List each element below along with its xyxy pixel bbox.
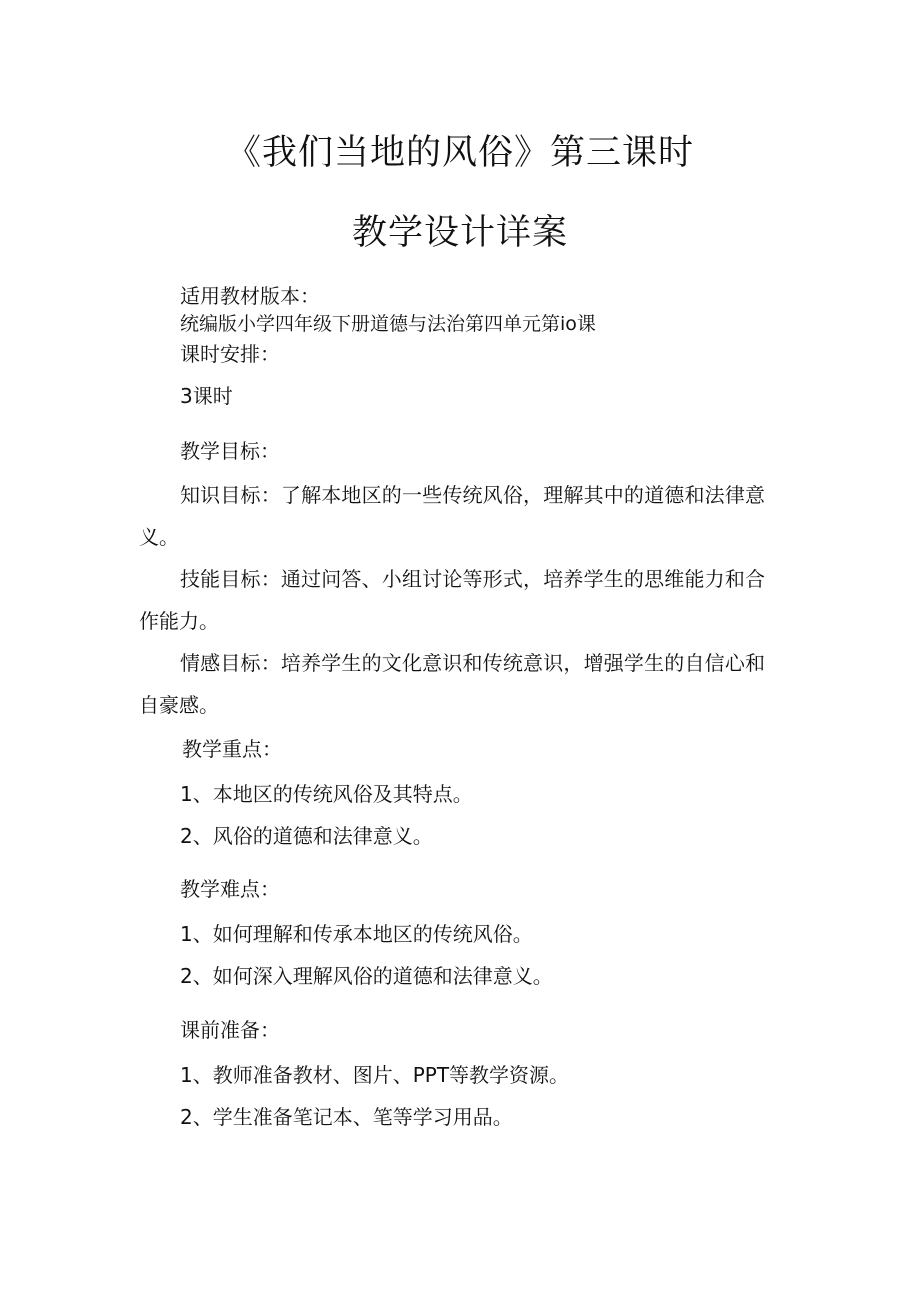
objectives-heading: 教学目标： bbox=[180, 439, 280, 463]
emotion-objective-line1: 情感目标：培养学生的文化意识和传统意识，增强学生的自信心和 bbox=[180, 651, 765, 675]
knowledge-objective-line2: 义。 bbox=[139, 525, 179, 549]
difficulty-item: 1、如何理解和传承本地区的传统风俗。 bbox=[180, 922, 533, 946]
preparation-heading: 课前准备： bbox=[180, 1018, 280, 1042]
emotion-objective-line2: 自豪感。 bbox=[139, 693, 219, 717]
schedule-value: 3课时 bbox=[180, 384, 233, 408]
key-point-item: 1、本地区的传统风俗及其特点。 bbox=[180, 782, 473, 806]
schedule-label: 课时安排： bbox=[180, 342, 280, 366]
key-points-heading: 教学重点： bbox=[182, 737, 282, 761]
material-value: 统编版小学四年级下册道德与法治第四单元第io课 bbox=[180, 313, 596, 335]
knowledge-objective-line1: 知识目标：了解本地区的一些传统风俗，理解其中的道德和法律意 bbox=[180, 483, 765, 507]
key-point-item: 2、风俗的道德和法律意义。 bbox=[180, 824, 433, 848]
difficulties-heading: 教学难点： bbox=[180, 877, 280, 901]
document-subtitle: 教学设计详案 bbox=[351, 213, 568, 253]
material-label: 适用教材版本： bbox=[180, 284, 320, 308]
preparation-item: 1、教师准备教材、图片、PPT等教学资源。 bbox=[180, 1063, 570, 1087]
preparation-item: 2、学生准备笔记本、笔等学习用品。 bbox=[180, 1105, 513, 1129]
document-title: 《我们当地的风俗》第三课时 bbox=[225, 133, 694, 173]
difficulty-item: 2、如何深入理解风俗的道德和法律意义。 bbox=[180, 964, 553, 988]
skill-objective-line2: 作能力。 bbox=[139, 609, 219, 633]
skill-objective-line1: 技能目标：通过问答、小组讨论等形式，培养学生的思维能力和合 bbox=[180, 567, 765, 591]
